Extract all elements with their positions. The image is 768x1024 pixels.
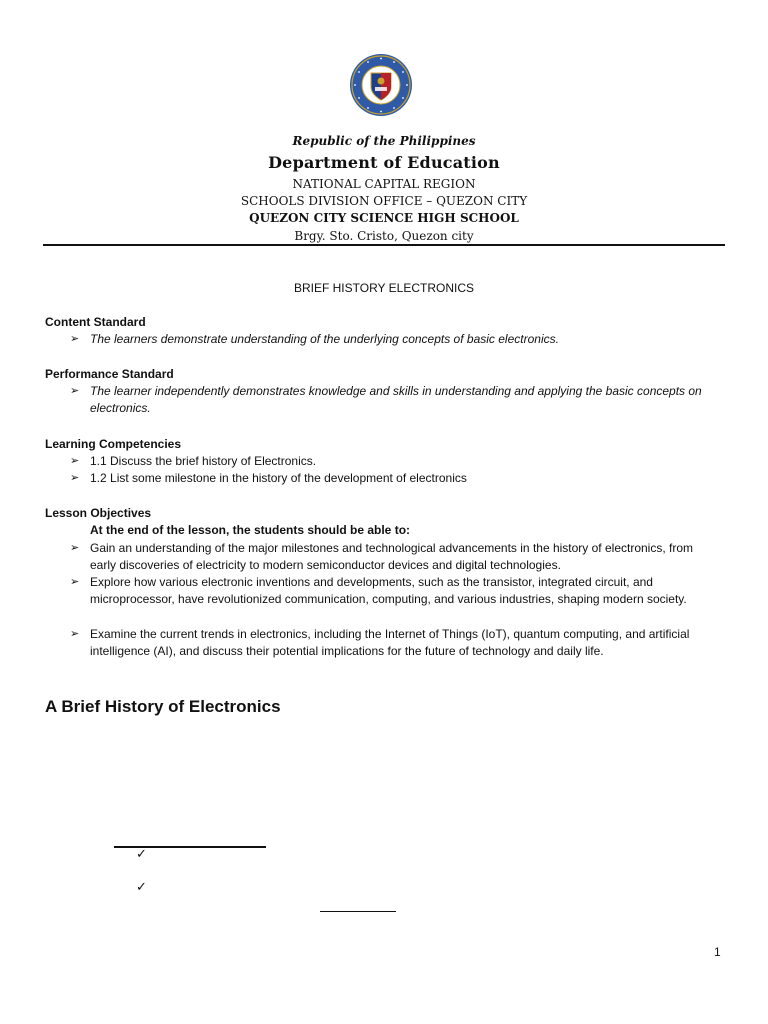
checkmark-icon: ✓: [136, 879, 147, 894]
arrow-bullet-icon: ➢: [70, 455, 80, 467]
header-divider: [43, 244, 725, 246]
region-text: NATIONAL CAPITAL REGION: [292, 177, 476, 191]
competency-item: 1.2 List some milestone in the history of the development of electronics: [90, 471, 467, 485]
performance-standard-item: The learner independently demonstrates knowledge and skills in understanding and applying the basic concepts on electronics.: [90, 384, 702, 415]
competency-item: 1.1 Discuss the brief history of Electronics.: [90, 454, 317, 468]
objective-item: Examine the current trends in electronics, including the Internet of Things (IoT), quantum computing, and artificial intelligence (AI), and discuss their potential implications for the future of technology and daily life.: [90, 627, 690, 658]
school-name: QUEZON CITY SCIENCE HIGH SCHOOL: [249, 211, 519, 225]
section-heading: A Brief History of Electronics: [45, 697, 281, 716]
performance-standard-heading: Performance Standard: [45, 367, 174, 381]
lesson-objectives-heading: Lesson Objectives: [45, 506, 152, 520]
republic-text: Republic of the Philippines: [292, 134, 476, 148]
learning-competencies-heading: Learning Competencies: [45, 437, 182, 451]
checkmark-icon: ✓: [136, 846, 147, 861]
arrow-bullet-icon: ➢: [70, 542, 80, 554]
arrow-bullet-icon: ➢: [70, 628, 80, 640]
division-text: SCHOOLS DIVISION OFFICE – QUEZON CITY: [240, 194, 528, 208]
arrow-bullet-icon: ➢: [70, 472, 80, 484]
school-address: Brgy. Sto. Cristo, Quezon city: [294, 229, 474, 243]
department-title: Department of Education: [268, 153, 500, 172]
underline-rule: [320, 911, 396, 912]
arrow-bullet-icon: ➢: [70, 333, 80, 345]
deped-seal-icon: [349, 53, 413, 117]
content-standard-item: The learners demonstrate understanding of the underlying concepts of basic electronics.: [90, 332, 559, 346]
arrow-bullet-icon: ➢: [70, 576, 80, 588]
arrow-bullet-icon: ➢: [70, 385, 80, 397]
page-number: 1: [714, 945, 721, 959]
objective-item: Explore how various electronic inventions and developments, such as the transistor, integrated circuit, and microprocessor, have revolutionized communication, computing, and various industries, shaping modern society.: [90, 575, 687, 606]
objective-item: Gain an understanding of the major milestones and technological advancements in the history of electronics, from early discoveries of electricity to modern semiconductor devices and digital technologies.: [90, 541, 693, 572]
content-standard-heading: Content Standard: [45, 315, 146, 329]
document-title: BRIEF HISTORY ELECTRONICS: [293, 281, 475, 295]
objectives-intro: At the end of the lesson, the students should be able to:: [90, 523, 411, 537]
